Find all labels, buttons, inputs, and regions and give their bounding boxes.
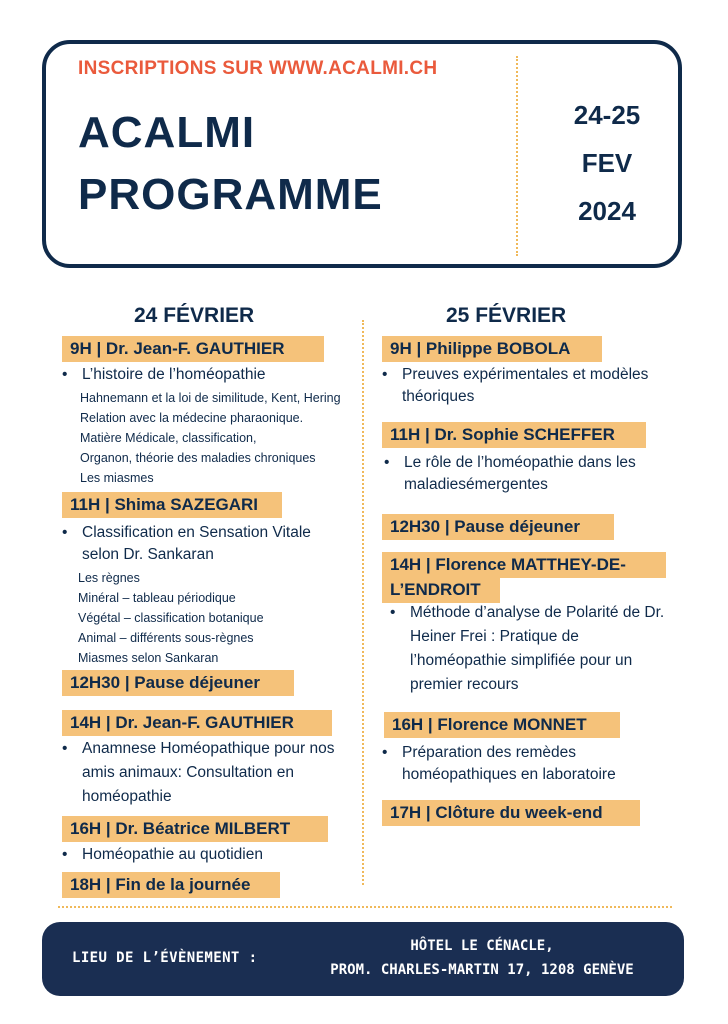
day1-s1-sub3: Matière Médicale, classification, bbox=[80, 431, 257, 445]
day2-session-11h: 11H | Dr. Sophie SCHEFFER bbox=[382, 422, 646, 448]
inscriptions-link[interactable]: INSCRIPTIONS SUR WWW.ACALMI.CH bbox=[78, 58, 438, 79]
day1-s1-sub2: Relation avec la médecine pharaonique. bbox=[80, 411, 304, 425]
day2-s4-line2: Heiner Frei : Pratique de bbox=[410, 628, 579, 645]
day1-s4-line3: homéopathie bbox=[82, 788, 172, 805]
day2-s1-line2: théoriques bbox=[402, 388, 475, 405]
day2-session-17h: 17H | Clôture du week-end bbox=[382, 800, 640, 826]
bottom-divider bbox=[58, 906, 672, 908]
day2-s4-line1: • Méthode d’analyse de Polarité de Dr. bbox=[410, 602, 664, 624]
title-programme: PROGRAMME bbox=[78, 170, 383, 219]
date-month: FEV bbox=[581, 148, 633, 178]
venue-footer bbox=[42, 922, 684, 996]
day1-s1-bullet: • L’histoire de l’homéopathie bbox=[82, 364, 266, 386]
day2-session-16h: 16H | Florence MONNET bbox=[384, 712, 620, 738]
day1-s5-bullet: • Homéopathie au quotidien bbox=[82, 844, 263, 866]
venue-address: PROM. CHARLES-MARTIN 17, 1208 GENÈVE bbox=[330, 962, 634, 978]
day2-s1-line1: • Preuves expérimentales et modèles bbox=[402, 364, 648, 386]
bullet-icon: • bbox=[382, 744, 388, 761]
day1-session-18h: 18H | Fin de la journée bbox=[62, 872, 280, 898]
day2-s2-line1: • Le rôle de l’homéopathie dans les bbox=[404, 452, 636, 474]
day1-s1-sub1: Hahnemann et la loi de similitude, Kent, Hering bbox=[80, 391, 341, 405]
bullet-icon: • bbox=[62, 366, 68, 383]
day2-session-14h-line1: 14H | Florence MATTHEY-DE- bbox=[382, 552, 666, 578]
day2-s5-line1: • Préparation des remèdes bbox=[402, 742, 576, 764]
day2-s2-line2: maladiesémergentes bbox=[404, 476, 548, 493]
day1-s2-bullet-cont: selon Dr. Sankaran bbox=[82, 546, 214, 563]
day1-session-14h: 14H | Dr. Jean-F. GAUTHIER bbox=[62, 710, 332, 736]
day2-session-14h-line2: L’ENDROIT bbox=[382, 577, 500, 603]
day1-s2-sub3: Végétal – classification botanique bbox=[78, 611, 264, 625]
day1-s1-sub4: Organon, théorie des maladies chroniques bbox=[80, 451, 316, 465]
day2-s4-line3: l’homéopathie simplifiée pour un bbox=[410, 652, 633, 669]
day2-session-9h: 9H | Philippe BOBOLA bbox=[382, 336, 602, 362]
day1-s2-sub1: Les règnes bbox=[78, 571, 140, 585]
venue-name: HÔTEL LE CÉNACLE, bbox=[410, 938, 554, 954]
day1-session-12h30: 12H30 | Pause déjeuner bbox=[62, 670, 294, 696]
day1-s2-sub5: Miasmes selon Sankaran bbox=[78, 651, 219, 665]
day1-s2-sub4: Animal – différents sous-règnes bbox=[78, 631, 254, 645]
day1-session-11h: 11H | Shima SAZEGARI bbox=[62, 492, 282, 518]
bullet-icon: • bbox=[62, 524, 68, 541]
day1-session-16h: 16H | Dr. Béatrice MILBERT bbox=[62, 816, 328, 842]
day1-heading: 24 FÉVRIER bbox=[134, 304, 255, 327]
column-divider bbox=[362, 320, 364, 885]
bullet-icon: • bbox=[390, 604, 396, 621]
day1-s4-line1: • Anamnese Homéopathique pour nos bbox=[82, 738, 334, 760]
bullet-icon: • bbox=[384, 454, 390, 471]
date-year: 2024 bbox=[578, 196, 636, 226]
day1-s1-sub5: Les miasmes bbox=[80, 471, 154, 485]
header-divider bbox=[516, 56, 518, 256]
day1-session-9h: 9H | Dr. Jean-F. GAUTHIER bbox=[62, 336, 324, 362]
day1-s4-line2: amis animaux: Consultation en bbox=[82, 764, 294, 781]
day2-heading: 25 FÉVRIER bbox=[446, 304, 567, 327]
date-days: 24-25 bbox=[573, 100, 641, 130]
day2-s4-line4: premier recours bbox=[410, 676, 519, 693]
bullet-icon: • bbox=[62, 846, 68, 863]
day2-session-12h30: 12H30 | Pause déjeuner bbox=[382, 514, 614, 540]
title-acalmi: ACALMI bbox=[78, 108, 256, 157]
day2-s5-line2: homéopathiques en laboratoire bbox=[402, 766, 616, 783]
day1-s2-sub2: Minéral – tableau périodique bbox=[78, 591, 236, 605]
bullet-icon: • bbox=[382, 366, 388, 383]
bullet-icon: • bbox=[62, 740, 68, 757]
venue-label: LIEU DE L’ÉVÈNEMENT : bbox=[72, 950, 258, 966]
day1-s2-bullet: • Classification en Sensation Vitale bbox=[82, 522, 311, 544]
